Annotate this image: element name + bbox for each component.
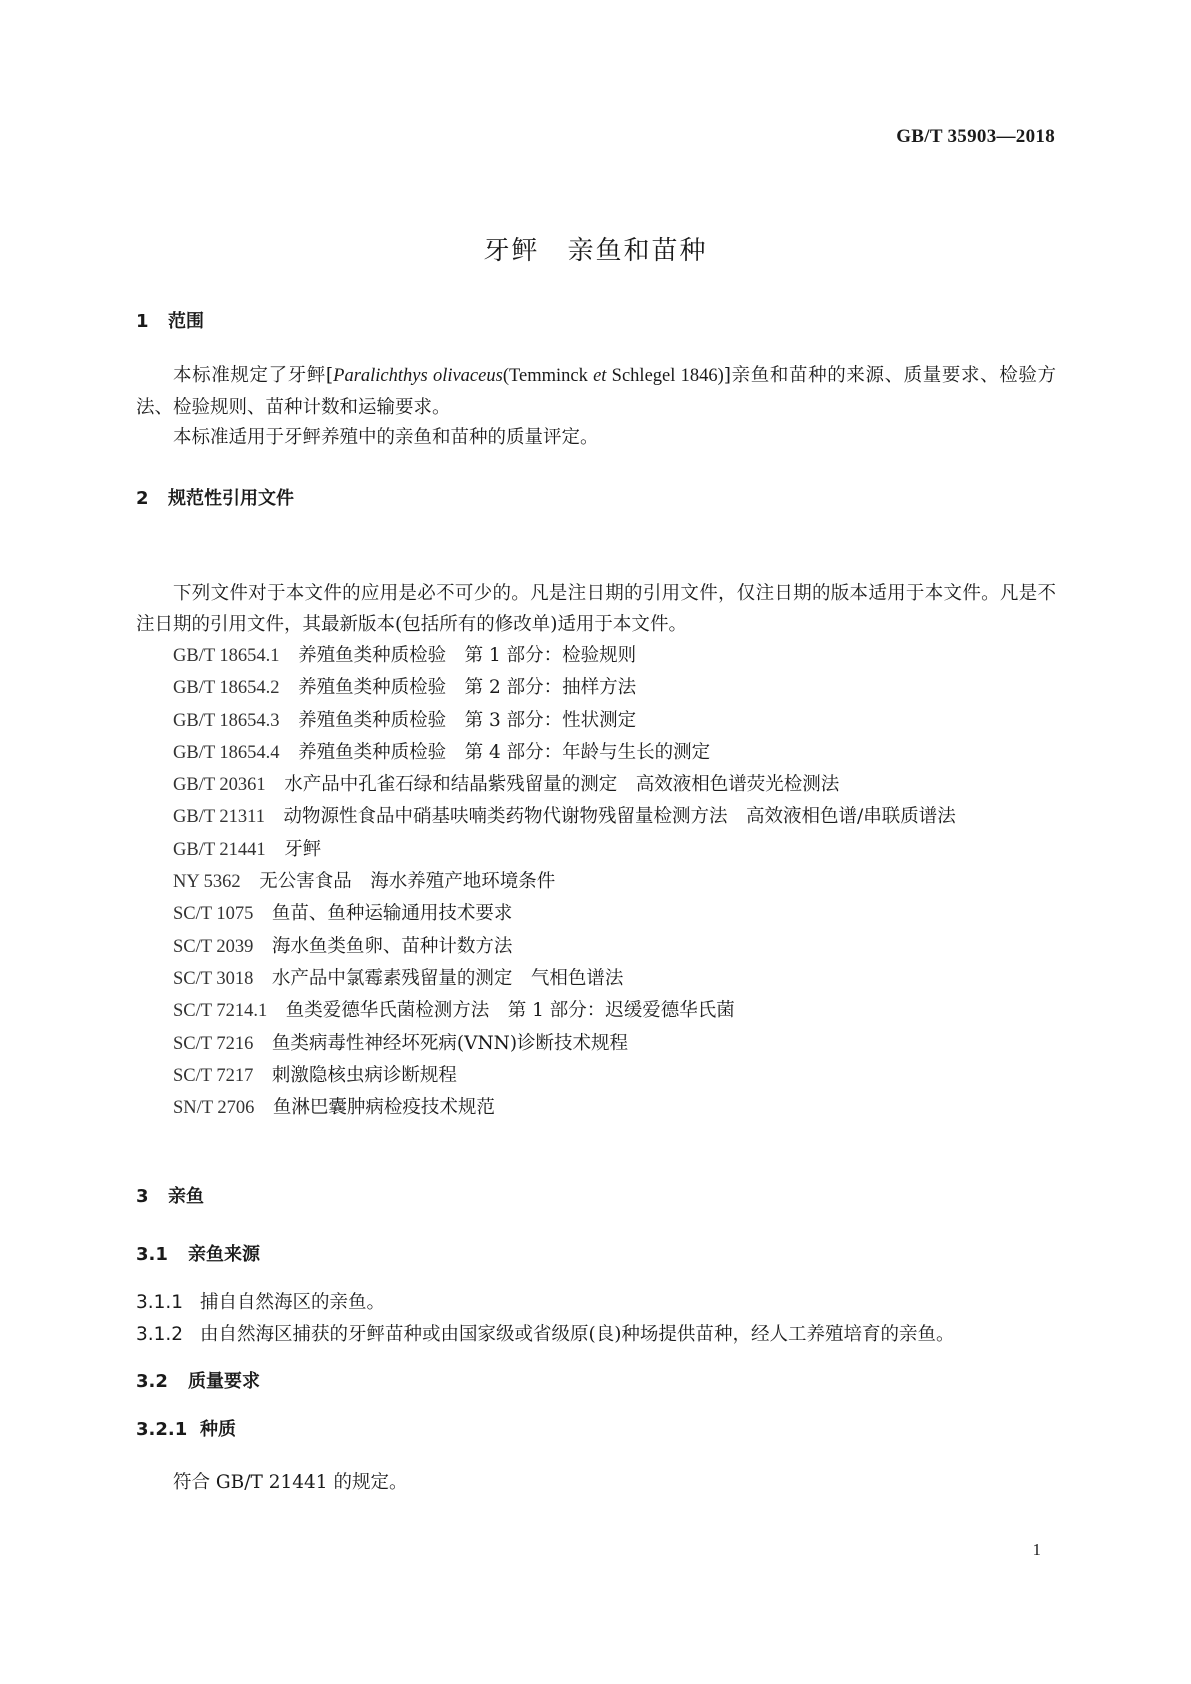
reference-item bbox=[136, 898, 1056, 930]
reference-title: 水产品中氯霉素残留量的测定 气相色谱法 bbox=[271, 967, 624, 989]
clause-3-1-2 bbox=[136, 1320, 954, 1346]
reference-item bbox=[136, 705, 1056, 737]
section-2-heading bbox=[136, 484, 294, 510]
section-number: 2 bbox=[136, 488, 149, 509]
reference-title: 鱼类爱德华氏菌检测方法 第 1 部分：迟缓爱德华氏菌 bbox=[285, 1000, 735, 1022]
reference-code: SC/T 7214.1 bbox=[173, 1001, 268, 1022]
clause-number: 3.1.2 bbox=[136, 1324, 184, 1345]
clause-3-1-1 bbox=[136, 1288, 385, 1314]
reference-item bbox=[136, 995, 1056, 1027]
section-title: 范围 bbox=[168, 311, 204, 332]
reference-code: GB/T 20361 bbox=[173, 775, 266, 796]
reference-code: SC/T 7216 bbox=[173, 1033, 254, 1054]
reference-title: 养殖鱼类种质检验 第 4 部分：年龄与生长的测定 bbox=[298, 741, 711, 763]
reference-title: 水产品中孔雀石绿和结晶紫残留量的测定 高效液相色谱荧光检测法 bbox=[284, 774, 840, 796]
clause-number: 3.1.1 bbox=[136, 1292, 184, 1313]
reference-title: 动物源性食品中硝基呋喃类药物代谢物残留量检测方法 高效液相色谱/串联质谱法 bbox=[283, 806, 956, 828]
scope-paragraph-1 bbox=[136, 360, 1056, 423]
reference-code: GB/T 18654.3 bbox=[173, 710, 280, 731]
reference-item bbox=[136, 866, 1056, 898]
subsection-number: 3.2.1 bbox=[136, 1419, 188, 1440]
reference-item bbox=[136, 963, 1056, 995]
reference-code: SC/T 2039 bbox=[173, 936, 254, 957]
reference-item bbox=[136, 769, 1056, 801]
germplasm-paragraph: 符合 GB/T 21441 的规定。 bbox=[173, 1472, 408, 1493]
reference-item bbox=[136, 1060, 1056, 1092]
reference-item bbox=[136, 834, 1056, 866]
subsection-number: 3.2 bbox=[136, 1371, 168, 1392]
section-1-heading bbox=[136, 307, 204, 333]
reference-code: SN/T 2706 bbox=[173, 1098, 255, 1119]
section-3-heading bbox=[136, 1182, 204, 1208]
reference-code: GB/T 18654.1 bbox=[173, 646, 280, 666]
page-number: 1 bbox=[1032, 1540, 1041, 1559]
document-title: 牙鲆 亲鱼和苗种 bbox=[483, 236, 708, 266]
subsection-3-2-heading bbox=[136, 1367, 260, 1393]
species-name: Paralichthys olivaceus bbox=[333, 366, 503, 386]
species-author-year: Schlegel 1846) bbox=[606, 366, 724, 386]
section-title: 规范性引用文件 bbox=[168, 488, 294, 509]
reference-code: SC/T 1075 bbox=[173, 904, 254, 925]
section-number: 3 bbox=[136, 1186, 149, 1207]
standard-code: GB/T 35903—2018 bbox=[896, 126, 1055, 147]
reference-title: 鱼苗、鱼种运输通用技术要求 bbox=[271, 903, 513, 925]
species-author: (Temminck bbox=[502, 366, 594, 386]
subsection-title: 亲鱼来源 bbox=[188, 1244, 260, 1265]
scope-text: ]亲鱼和苗种的来源、质量要求、检验方法、检验规则、苗种计数和运输要求。 bbox=[136, 365, 1057, 418]
section-number: 1 bbox=[136, 311, 149, 332]
subsection-3-1-heading bbox=[136, 1240, 260, 1266]
reference-item bbox=[136, 640, 1056, 672]
species-author-et: et bbox=[593, 366, 607, 386]
reference-title: 刺激隐核虫病诊断规程 bbox=[271, 1064, 457, 1086]
reference-title: 养殖鱼类种质检验 第 1 部分：检验规则 bbox=[298, 645, 637, 666]
reference-code: GB/T 18654.4 bbox=[173, 742, 280, 763]
scope-text: 本标准规定了牙鲆[ bbox=[173, 365, 334, 386]
reference-title: 鱼类病毒性神经坏死病(VNN)诊断技术规程 bbox=[271, 1032, 629, 1054]
reference-code: SC/T 3018 bbox=[173, 968, 254, 989]
reference-title: 养殖鱼类种质检验 第 3 部分：性状测定 bbox=[298, 709, 637, 731]
subsection-title: 种质 bbox=[200, 1419, 236, 1440]
subsection-title: 质量要求 bbox=[188, 1371, 260, 1392]
reference-code: GB/T 21441 bbox=[173, 839, 266, 860]
subsection-number: 3.1 bbox=[136, 1244, 168, 1265]
scope-paragraph-2: 本标准适用于牙鲆养殖中的亲鱼和苗种的质量评定。 bbox=[173, 427, 599, 448]
reference-code: SC/T 7217 bbox=[173, 1065, 254, 1086]
reference-code: NY 5362 bbox=[173, 872, 241, 893]
reference-title: 海水鱼类鱼卵、苗种计数方法 bbox=[271, 935, 513, 957]
reference-title: 养殖鱼类种质检验 第 2 部分：抽样方法 bbox=[298, 677, 637, 699]
reference-title: 无公害食品 海水养殖产地环境条件 bbox=[259, 871, 556, 893]
section-title: 亲鱼 bbox=[168, 1186, 204, 1207]
reference-item bbox=[136, 1092, 1056, 1124]
normative-references-list bbox=[136, 640, 1056, 1124]
reference-item bbox=[136, 737, 1056, 769]
reference-item bbox=[136, 672, 1056, 704]
reference-title: 牙鲆 bbox=[284, 838, 322, 860]
clause-text: 捕自自然海区的亲鱼。 bbox=[200, 1292, 386, 1313]
reference-code: GB/T 18654.2 bbox=[173, 678, 280, 699]
normative-intro-paragraph: 下列文件对于本文件的应用是必不可少的。凡是注日期的引用文件，仅注日期的版本适用于本文件。凡是不注日期的引用文件，其最新版本(包括所有的修改单)适用于本文件。 bbox=[136, 583, 1056, 635]
reference-item bbox=[136, 801, 1056, 833]
reference-item bbox=[136, 931, 1056, 963]
reference-code: GB/T 21311 bbox=[173, 807, 265, 828]
reference-item bbox=[136, 1028, 1056, 1060]
clause-text: 由自然海区捕获的牙鲆苗种或由国家级或省级原(良)种场提供苗种，经人工养殖培育的亲鱼。 bbox=[200, 1324, 955, 1345]
subsection-3-2-1-heading bbox=[136, 1415, 236, 1441]
reference-title: 鱼淋巴囊肿病检疫技术规范 bbox=[272, 1097, 495, 1119]
